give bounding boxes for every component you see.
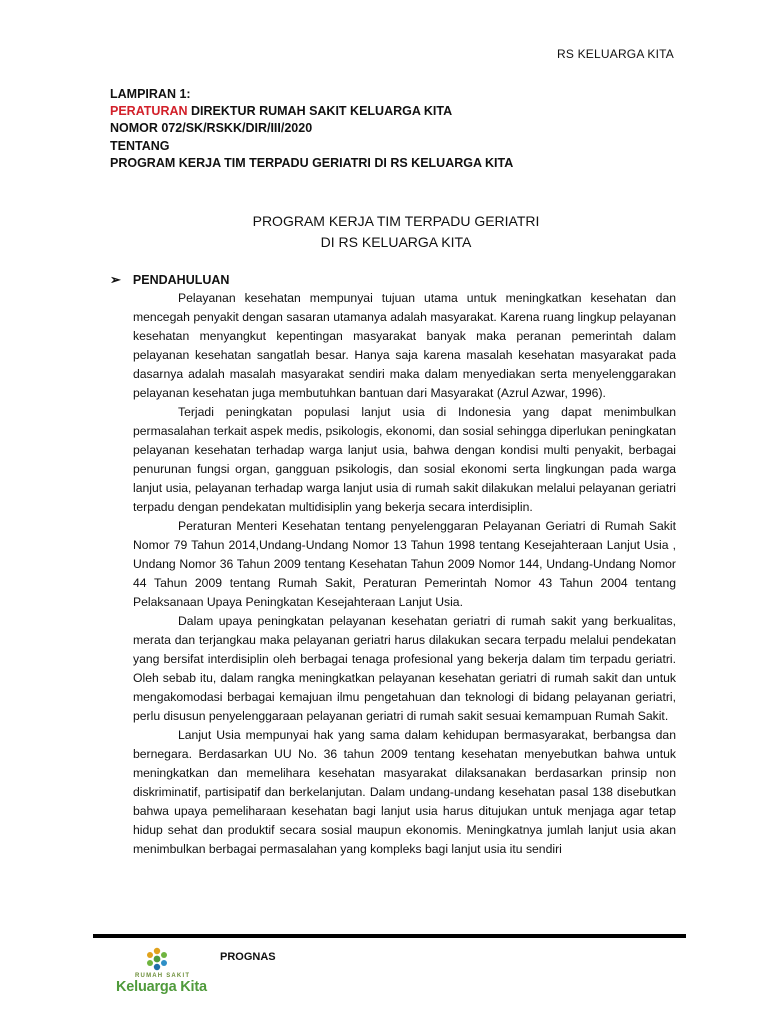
regulation-issuer: DIREKTUR RUMAH SAKIT KELUARGA KITA — [187, 104, 453, 119]
regulation-line — [110, 103, 513, 120]
regulation-about-label: TENTANG — [110, 138, 170, 153]
document-title-line2: DI RS KELUARGA KITA — [320, 234, 472, 250]
attachment-block — [110, 86, 513, 172]
document-title — [0, 211, 768, 253]
logo-title: Keluarga Kita — [116, 979, 207, 995]
paragraph: Lanjut Usia mempunyai hak yang sama dalam kehidupan bermasyarakat, berbangsa dan bernegara. Berdasarkan UU No. 36 tahun 2009 tentang kesehatan menyebutkan bahwa untuk meningkatkan dan memelihara kesehatan masyarakat dilaksanakan berdasarkan prinsip non diskriminatif, partisipatif dan berkelanjutan. Dalam undang-undang kesehatan pasal 138 disebutkan bahwa upaya pemeliharaan kesehatan bagi lanjut usia harus ditujukan untuk menjaga agar tetap hidup sehat dan produktif secara sosial maupun ekonomis. Meningkatnya jumlah lanjut usia akan menimbulkan berbagai permasalahan yang kompleks bagi lanjut usia itu sendiri — [133, 728, 676, 856]
regulation-number: NOMOR 072/SK/RSKK/DIR/III/2020 — [110, 121, 313, 136]
logo-subtitle: RUMAH SAKIT — [135, 973, 191, 979]
attachment-label: LAMPIRAN 1: — [110, 87, 191, 101]
paragraph: Dalam upaya peningkatan pelayanan kesehatan geriatri di rumah sakit yang berkualitas, merata dan terjangkau maka pelayanan geriatri harus dilakukan secara terpadu melalui pendekatan yang bersifat interdisiplin oleh berbagai tenaga profesional yang bekerja dalam tim terpadu geriatri. Oleh sebab itu, dalam rangka meningkatkan pelayanan kesehatan geriatri di rumah sakit dan untuk mengakomodasi berbagai kemajuan ilmu pengetahuan dan teknologi di bidang pelayanan geriatri, perlu disusun penyelenggaraan pelayanan geriatri di rumah sakit sesuai kemampuan Rumah Sakit. — [133, 614, 676, 723]
document-title-line1: PROGRAM KERJA TIM TERPADU GERIATRI — [252, 213, 540, 229]
paragraph: Pelayanan kesehatan mempunyai tujuan utama untuk meningkatkan kesehatan dan mencegah penyakit dengan sasaran utamanya adalah masyarakat. Karena ruang lingkup pelayanan kesehatan menyangkut kepentingan masyarakat banyak maka peranan pemerintah dalam pelayanan kesehatan sangatlah besar. Hanya saja karena masalah kesehatan masyarakat pada dasarnya adalah masalah masyarakat sendiri maka dalam menyediakan serta menyelenggarakan pelayanan kesehatan juga membutuhkan bantuan dari Masyarakat (Azrul Azwar, 1996). — [133, 291, 676, 400]
footer-program-label: PROGNAS — [220, 951, 276, 963]
regulation-keyword: PERATURAN — [110, 104, 188, 119]
section-heading — [110, 272, 229, 288]
section-body — [133, 289, 676, 859]
paragraph: Peraturan Menteri Kesehatan tentang penyelenggaran Pelayanan Geriatri di Rumah Sakit Nomor 79 Tahun 2014,Undang-Undang Nomor 13 Tahun 1998 tentang Kesejahteraan Lanjut Usia , Undang Nomor 36 Tahun 2009 tentang Kesehatan Tahun 2009 Nomor 144, Undang-Undang Nomor 44 Tahun 2009 tentang Rumah Sakit, Peraturan Pemerintah Nomor 43 Tahun 2004 tentang Pelaksanaan Upaya Peningkatan Kesejahteraan Lanjut Usia. — [133, 519, 676, 609]
paragraph: Terjadi peningkatan populasi lanjut usia di Indonesia yang dapat menimbulkan permasalahan terkait aspek medis, psikologis, ekonomi, dan sosial sehingga diperlukan peningkatan pelayanan kesehatan terhadap warga lanjut usia, bahwa dengan kondisi multi penyakit, berbagai penurunan fungsi organ, gangguan psikologis, dan sosial ekonomi serta lingkungan pada warga lanjut usia, pelayanan terhadap warga lanjut usia di rumah sakit dilakukan melalui pelayanan geriatri terpadu dengan pendekatan multidisiplin yang bekerja secara interdisiplin. — [133, 405, 676, 514]
arrow-bullet-icon: ➢ — [110, 272, 121, 287]
running-header: RS KELUARGA KITA — [556, 47, 674, 61]
regulation-subject: PROGRAM KERJA TIM TERPADU GERIATRI DI RS KELUARGA KITA — [110, 155, 514, 170]
section-heading-text: PENDAHULUAN — [132, 273, 230, 287]
footer-divider — [93, 934, 686, 938]
